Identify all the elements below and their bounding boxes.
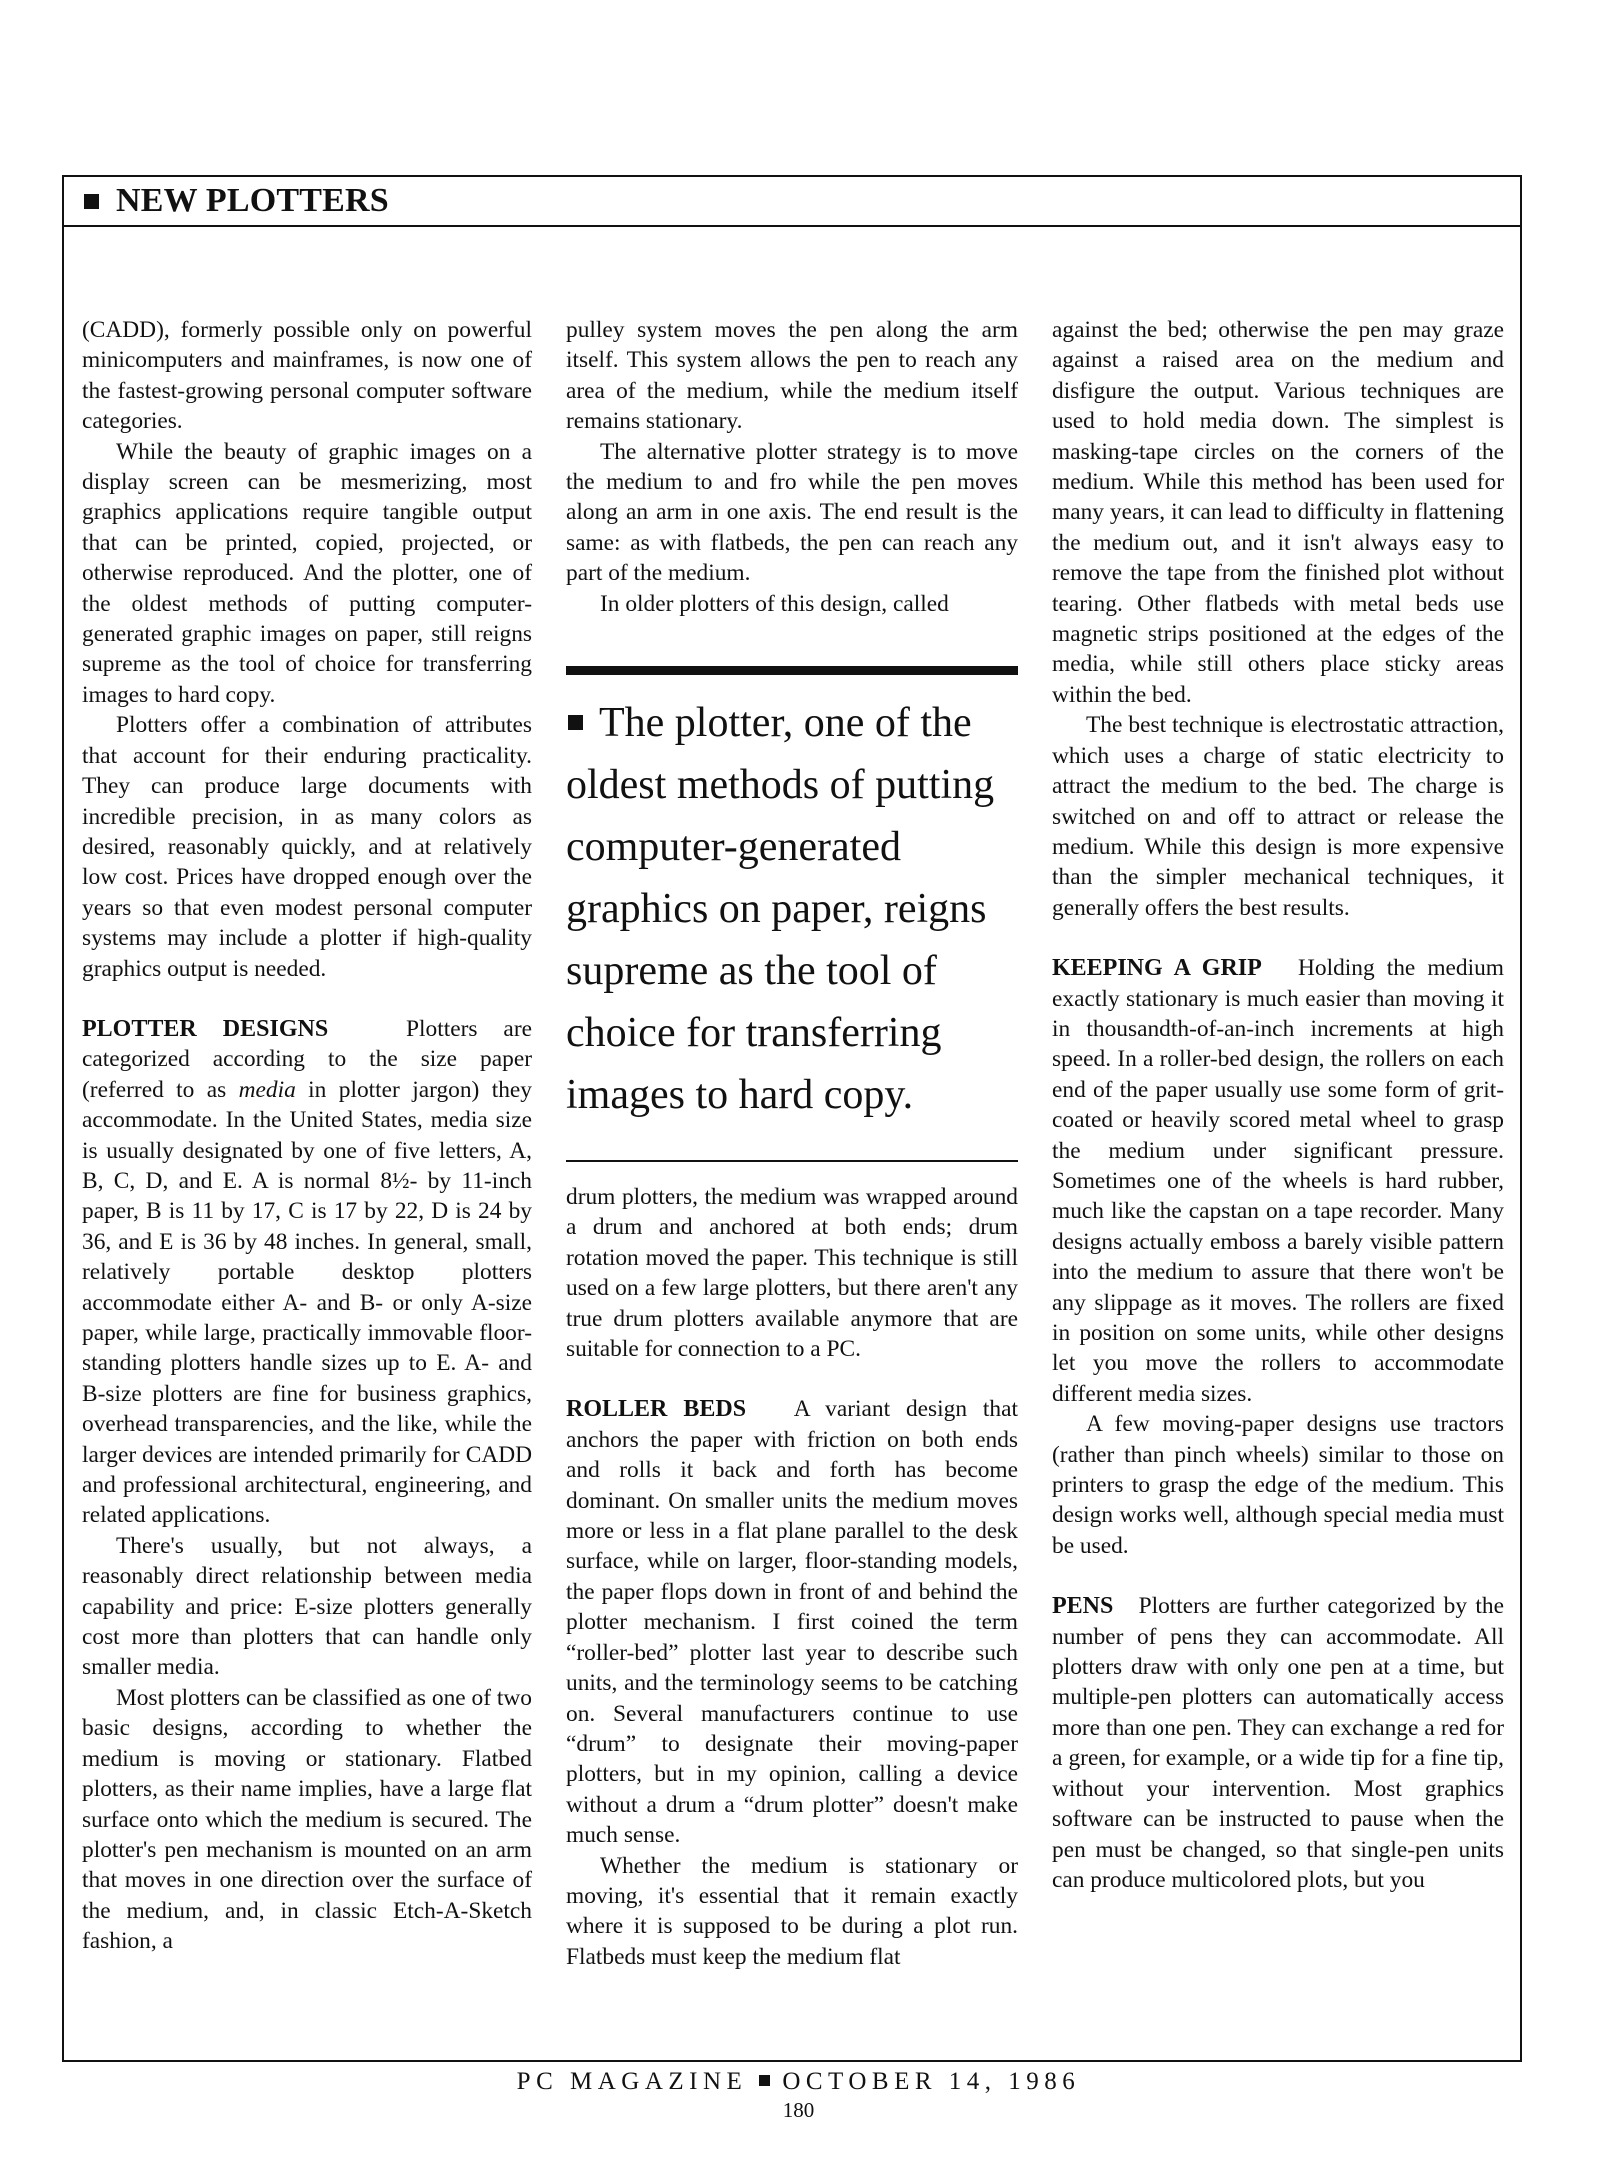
text-run: Plotters are further categorized by the number of pens they can accommodate. All plotters draw with only one pen at a time, but multiple-pen plotters can automatically access more than one pen. They can exchange a red for a green, for example, or a wide tip for a fine tip, without your intervention. Most graphics software can be instructed to pause when the pen must be changed, so that single-pen units can produce multicolored plots, but you	[1052, 1593, 1505, 1893]
square-bullet-icon	[84, 194, 99, 209]
column-2-top	[566, 315, 1018, 619]
paragraph: While the beauty of graphic images on a display screen can be mesmerizing, most graphics applications require tangible output that can be printed, copied, projected, or otherwise reproduced. And the plotter, one of the oldest methods of putting computer-generated graphic images on paper, still reigns supreme as the tool of choice for transferring images to hard copy.	[82, 438, 532, 708]
paragraph: There's usually, but not always, a reasonably direct relationship between media capability and price: E-size plotters generally cost more than plotters that can handle only smaller media.	[82, 1532, 532, 1681]
subhead-pens: PENS	[1052, 1593, 1114, 1620]
paragraph: drum plotters, the medium was wrapped around a drum and anchored at both ends; drum rotation moved the paper. This technique is still used on a few large plotters, but there aren't any true drum plotters available anymore that are suitable for connection to a PC.	[566, 1184, 1018, 1363]
subsection-keeping-a-grip	[1052, 953, 1504, 1409]
square-bullet-icon	[759, 2075, 770, 2086]
column-1	[82, 315, 532, 1957]
subsection-plotter-designs	[82, 1014, 532, 1531]
pullquote-bottom-rule	[566, 1160, 1018, 1162]
text-run: in plotter jargon) they accommodate. In the United States, media size is usually designated by one of five letters, A, B, C, D, and E. A is normal 8½- by 11-inch paper, B is 11 by 17, C is 17 by 22, D is 24 by 36, and E is 36 by 48 inches. In general, small, relatively portable desktop plotters accommodate either A- and B- or only A-size paper, while large, practically immovable floor-standing plotters handle sizes up to E. A- and B-size plotters are fine for business graphics, overhead transparencies, and the like, while the larger devices are intended primarily for CADD and professional architectural, engineering, and related applications.	[82, 1076, 532, 1529]
subhead-plotter-designs: PLOTTER DESIGNS	[82, 1015, 329, 1042]
subhead-keeping-a-grip: KEEPING A GRIP	[1052, 955, 1262, 982]
paragraph: Most plotters can be classified as one of two basic designs, according to whether the medium is moving or stationary. Flatbed plotters, as their name implies, have a large flat surface onto which the medium is secured. The plotter's pen mechanism is mounted on an arm that moves in one direction over the surface of the medium, and, in classic Etch-A-Sketch fashion, a	[82, 1684, 532, 1955]
section-title: NEW PLOTTERS	[116, 182, 389, 219]
paragraph: A few moving-paper designs use tractors (rather than pinch wheels) similar to those on printers to grasp the edge of the medium. This design works well, although special media must be used.	[1052, 1411, 1504, 1559]
pullquote	[566, 692, 1018, 1126]
subsection-pens	[1052, 1591, 1504, 1895]
paragraph: The alternative plotter strategy is to move the medium to and fro while the pen moves along an arm in one axis. The end result is the same: as with flatbeds, the pen can reach any part of the medium.	[566, 438, 1018, 587]
paragraph: The best technique is electrostatic attraction, which uses a charge of static electricity to attract the medium to the bed. The charge is switched on and off to attract or release the medium. While this design is more expensive than the simpler mechanical techniques, it generally offers the best results.	[1052, 712, 1504, 921]
text-run: Holding the medium exactly stationary is much easier than moving it in thousandth-of-an-inch increments at high speed. In a roller-bed design, the rollers on each end of the paper usually use some form of grit-coated or heavily scored metal wheel to grasp the medium under significant pressure. Sometimes one of the wheels is hard rubber, much like the capstan on a tape recorder. Many designs actually emboss a barely visible pattern into the medium to assure that there won't be any slippage as it moves. The rollers are fixed in position on some units, while other designs let you move the rollers to accommodate different media sizes.	[1052, 955, 1505, 1407]
subhead-roller-beds: ROLLER BEDS	[566, 1396, 747, 1423]
paragraph: Whether the medium is stationary or moving, it's essential that it remain exactly where it is supposed to be during a plot run. Flatbeds must keep the medium flat	[566, 1852, 1018, 1970]
pullquote-text: The plotter, one of the oldest methods of putting computer-generated graphics on paper, reigns supreme as the tool of choice for transferring images to hard copy.	[566, 700, 995, 1118]
subsection-roller-beds	[566, 1394, 1018, 1850]
magazine-name: PC MAGAZINE	[516, 2068, 748, 2095]
pullquote-top-rule	[566, 666, 1018, 675]
section-header	[64, 177, 1520, 227]
column-3	[1052, 315, 1504, 1895]
text-run: Plotters are categorized according to the size paper (referred to as	[82, 1015, 532, 1103]
paragraph: (CADD), formerly possible only on powerful minicomputers and mainframes, is now one of the fastest-growing personal computer software categories.	[82, 317, 532, 435]
page-number: 180	[782, 2098, 815, 2122]
column-2-bottom	[566, 1182, 1018, 1972]
paragraph: against the bed; otherwise the pen may graze against a raised area on the medium and disfigure the output. Various techniques are used to hold media down. The simplest is masking-tape circles on the corners of the medium. While this method has been used for many years, it can lead to difficulty in flattening the medium out, and it isn't always easy to remove the tape from the finished plot without tearing. Other flatbeds with metal beds use magnetic strips positioned at the edges of the media, while still others place sticky areas within the bed.	[1052, 317, 1504, 708]
italic-term-media: media	[238, 1076, 296, 1103]
paragraph: pulley system moves the pen along the arm itself. This system allows the pen to reach any area of the medium, while the medium itself remains stationary.	[566, 317, 1018, 435]
square-bullet-icon	[568, 715, 583, 730]
paragraph: Plotters offer a combination of attributes that account for their enduring practicality. They can produce large documents with incredible precision, in as many colors as desired, reasonably quickly, and at relatively low cost. Prices have dropped enough over the years so that even modest personal computer systems may include a plotter if high-quality graphics output is needed.	[82, 712, 532, 982]
paragraph: In older plotters of this design, called	[600, 590, 949, 617]
text-run: A variant design that anchors the paper with friction on both ends and rolls it back and forth has become dominant. On smaller units the medium moves more or less in a flat plane parallel to the desk surface, while on larger, floor-standing models, the paper flops down in front of and behind the plotter mechanism. I first coined the term “roller-bed” plotter last year to describe such units, and the terminology seems to be catching on. Several manufacturers continue to use “drum” to designate their moving-paper plotters, but in my opinion, calling a device without a drum a “drum plotter” doesn't make much sense.	[566, 1396, 1018, 1849]
issue-date: OCTOBER 14, 1986	[782, 2068, 1081, 2095]
footer-line	[0, 2068, 1597, 2096]
